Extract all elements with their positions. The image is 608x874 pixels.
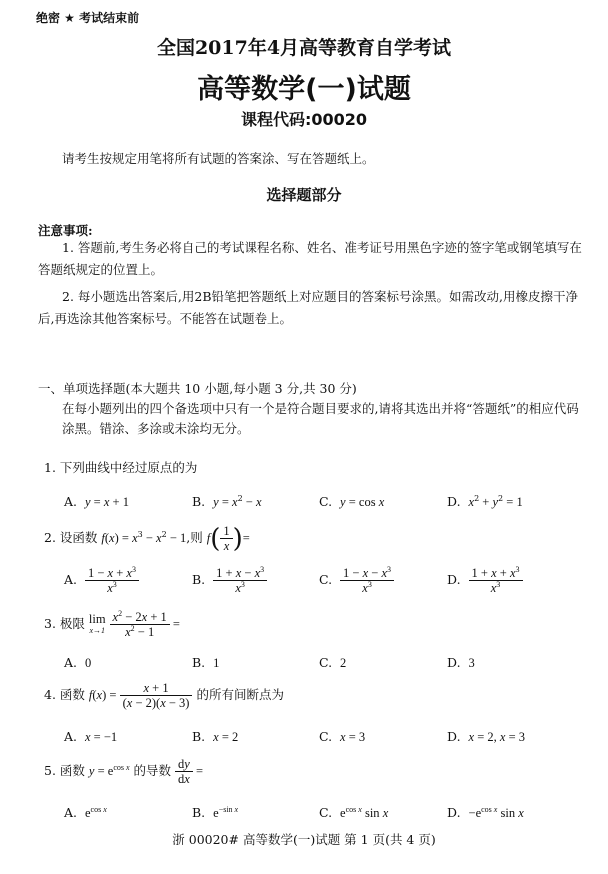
note-item-1: 1. 答题前,考生务必将自己的考试课程名称、姓名、准考证号用黑色字迹的签字笔或钢笔填写在答题纸规定的位置上。 xyxy=(38,240,582,277)
q2-option-b: B. $\frac{1 + x - x^3}{x^3}$ xyxy=(192,566,267,595)
section-description: 在每小题列出的四个备选项中只有一个是符合题目要求的,请将其选出并将“答题纸”的相应代码涂黑。错涂、多涂或未涂均无分。 xyxy=(62,401,579,436)
part-title: 选择题部分 xyxy=(266,186,342,204)
q2-option-c: C. $\frac{1 - x - x^3}{x^3}$ xyxy=(319,566,394,595)
q5-option-b: B. $e^{-sin x}$ xyxy=(192,804,239,820)
q5-option-a: A. $e^{cos x}$ xyxy=(64,804,107,820)
question-4-stem: 4. 函数 f(x) = $\frac{x + 1}{(x - 2)(x - 3)}$ 的所有间断点为 xyxy=(44,681,284,710)
q5-option-c: C. $e^{cos x}$ sin x xyxy=(319,804,389,820)
question-5-stem: 5. 函数 $y = e^{cos x}$ 的导数 $\frac{dy}{dx}$ = xyxy=(44,757,204,786)
q3-option-c: C. 2 xyxy=(319,655,347,670)
section-title: 一、单项选择题(本大题共 10 小题,每小题 3 分,共 30 分) xyxy=(38,381,357,396)
question-3-stem: 3. 极限 lim x→1 $\frac{x^2 - 2x + 1}{x^2 - 1}$ = xyxy=(44,608,180,639)
q4-option-a: A. x = −1 xyxy=(64,729,118,744)
paper-title: 高等数学(一)试题 xyxy=(197,74,411,105)
q1-option-a: A. y = x + 1 xyxy=(64,494,129,509)
notes-title: 注意事项: xyxy=(38,223,93,238)
q4-option-b: B. x = 2 xyxy=(192,729,239,744)
question-1-stem: 1. 下列曲线中经过原点的为 xyxy=(44,460,198,475)
q1-option-b: B. $y = x^2 - x$ xyxy=(192,493,262,509)
intro-instruction: 请考生按规定用笔将所有试题的答案涂、写在答题纸上。 xyxy=(62,151,375,166)
q1-option-d: D. $x^2 + y^2 = 1$ xyxy=(447,493,523,509)
q5-option-d: D. $-e^{cos x}$ sin x xyxy=(447,804,524,820)
exam-title: 全国2017年4月高等教育自学考试 xyxy=(156,37,452,59)
q3-option-b: B. 1 xyxy=(192,655,220,670)
q2-option-d: D. $\frac{1 + x + x^3}{x^3}$ xyxy=(447,566,523,595)
note-item-2: 2. 每小题选出答案后,用2B铅笔把答题纸上对应题目的答案标号涂黑。如需改动,用橡皮擦干净后,再选涂其他答案标号。不能答在试题卷上。 xyxy=(38,289,578,326)
page-footer: 浙 00020# 高等数学(一)试题 第 1 页(共 4 页) xyxy=(172,832,436,847)
q4-option-c: C. x = 3 xyxy=(319,729,366,744)
q3-option-d: D. 3 xyxy=(447,655,475,670)
q3-option-a: A. 0 xyxy=(64,655,92,670)
course-code: 课程代码:00020 xyxy=(240,110,368,129)
q1-option-c: C. y = cos x xyxy=(319,494,385,509)
q2-option-a: A. $\frac{1 - x + x^3}{x^3}$ xyxy=(64,566,139,595)
secret-label: 绝密 ★ 考试结束前 xyxy=(36,11,140,25)
q4-option-d: D. x = 2, x = 3 xyxy=(447,729,526,744)
question-2-stem: 2. 设函数 $f(x) = x^3 - x^2 - 1$,则 f( $\frac{1}{x}$ )= xyxy=(44,523,250,554)
